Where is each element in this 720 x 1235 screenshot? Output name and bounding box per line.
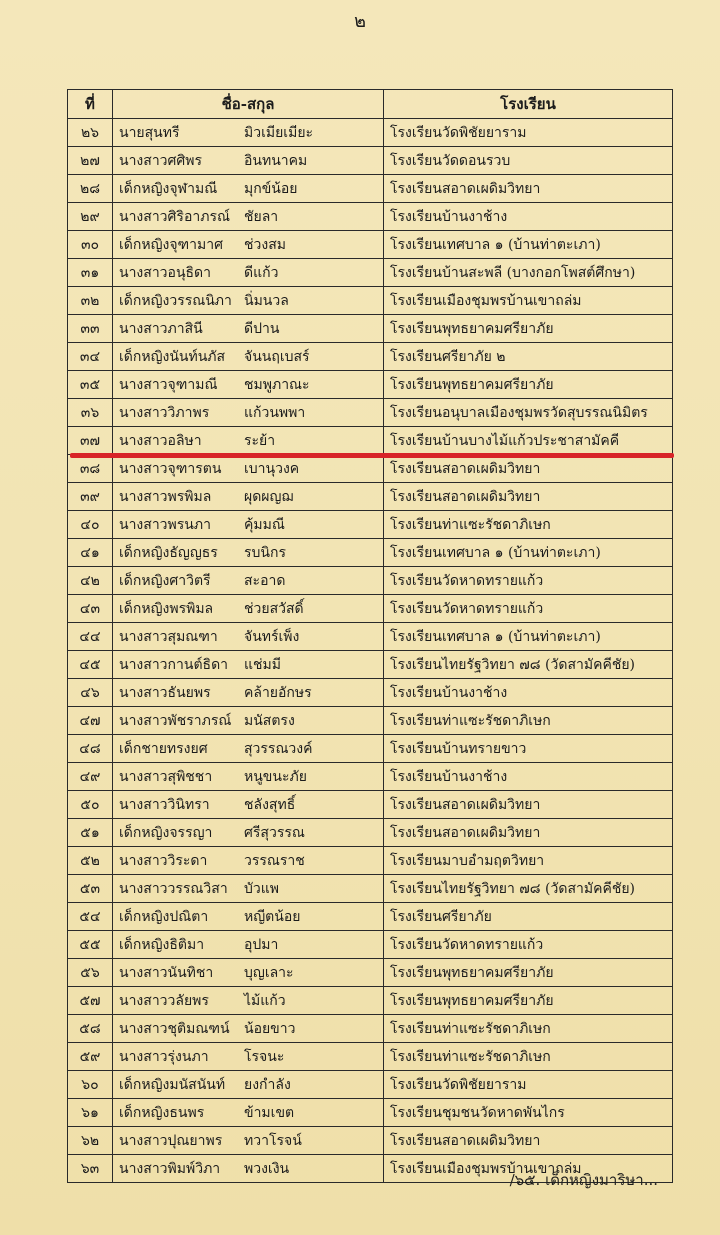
row-number: ๔๗	[68, 707, 113, 735]
row-prefix-name: เด็กหญิงธัญญธร	[119, 544, 218, 561]
row-full-name	[113, 959, 384, 987]
row-school: โรงเรียนชุมชนวัดหาดพันไกร	[384, 1099, 673, 1127]
table-row	[68, 1071, 673, 1099]
table-header-row	[68, 90, 673, 119]
row-prefix-name: นางสาวอนุธิดา	[119, 264, 212, 281]
row-full-name	[113, 175, 384, 203]
row-school: โรงเรียนวัดพิชัยยาราม	[384, 1071, 673, 1099]
row-full-name	[113, 931, 384, 959]
row-prefix-name: นางสาวสุพิชชา	[119, 768, 213, 785]
row-school: โรงเรียนวัดพิชัยยาราม	[384, 119, 673, 147]
row-prefix-name: นางสาวรุ่งนภา	[119, 1048, 209, 1065]
row-school: โรงเรียนเทศบาล ๑ (บ้านท่าตะเภา)	[384, 539, 673, 567]
row-surname: ช่วงสม	[244, 236, 286, 253]
row-full-name	[113, 1099, 384, 1127]
row-school: โรงเรียนสอาดเผดิมวิทยา	[384, 819, 673, 847]
row-prefix-name: เด็กหญิงปณิตา	[119, 908, 209, 925]
row-school: โรงเรียนพุทธยาคมศรียาภัย	[384, 987, 673, 1015]
table-row	[68, 707, 673, 735]
row-prefix-name: นางสาวภาสินี	[119, 320, 203, 337]
table-row	[68, 259, 673, 287]
row-full-name	[113, 427, 384, 455]
row-full-name	[113, 567, 384, 595]
row-school: โรงเรียนสอาดเผดิมวิทยา	[384, 483, 673, 511]
row-full-name	[113, 1043, 384, 1071]
row-full-name	[113, 343, 384, 371]
row-number: ๓๕	[68, 371, 113, 399]
row-school: โรงเรียนพุทธยาคมศรียาภัย	[384, 959, 673, 987]
row-prefix-name: เด็กหญิงจุฑามาศ	[119, 236, 224, 253]
participant-table	[67, 89, 673, 1183]
row-number: ๕๔	[68, 903, 113, 931]
row-full-name	[113, 987, 384, 1015]
row-full-name	[113, 231, 384, 259]
table-row	[68, 287, 673, 315]
row-surname: แช่มมี	[244, 656, 281, 673]
row-number: ๕๖	[68, 959, 113, 987]
row-surname: ดีแก้ว	[244, 264, 279, 281]
row-prefix-name: เด็กหญิงศาวิตรี	[119, 572, 211, 589]
row-number: ๔๕	[68, 651, 113, 679]
row-surname: โรจนะ	[244, 1048, 285, 1065]
row-prefix-name: นางสาววิภาพร	[119, 404, 210, 421]
table-row	[68, 595, 673, 623]
table-row	[68, 231, 673, 259]
row-surname: หญีตน้อย	[244, 908, 301, 925]
row-school: โรงเรียนวัดหาดทรายแก้ว	[384, 595, 673, 623]
table-row	[68, 175, 673, 203]
table-row	[68, 399, 673, 427]
row-number: ๕๗	[68, 987, 113, 1015]
row-prefix-name: เด็กหญิงธิติมา	[119, 936, 205, 953]
row-surname: เบานุวงค	[244, 460, 300, 477]
row-prefix-name: นางสาวนันทิชา	[119, 964, 214, 981]
row-number: ๓๘	[68, 455, 113, 483]
row-full-name	[113, 623, 384, 651]
table-row	[68, 763, 673, 791]
row-full-name	[113, 483, 384, 511]
row-full-name	[113, 539, 384, 567]
row-full-name	[113, 315, 384, 343]
table-row	[68, 903, 673, 931]
table-row	[68, 819, 673, 847]
row-school: โรงเรียนไทยรัฐวิทยา ๗๘ (วัดสามัคคีชัย)	[384, 875, 673, 903]
table-row	[68, 455, 673, 483]
row-school: โรงเรียนท่าแซะรัชดาภิเษก	[384, 707, 673, 735]
table-row	[68, 539, 673, 567]
row-surname: มนัสตรง	[244, 712, 295, 729]
row-number: ๔๘	[68, 735, 113, 763]
row-full-name	[113, 1127, 384, 1155]
row-surname: มุกข์น้อย	[244, 180, 298, 197]
table-row	[68, 679, 673, 707]
row-prefix-name: นางสาวศิริอาภรณ์	[119, 208, 230, 225]
row-prefix-name: เด็กหญิงจุฬามณี	[119, 180, 218, 197]
table-row	[68, 959, 673, 987]
row-number: ๖๐	[68, 1071, 113, 1099]
row-number: ๖๒	[68, 1127, 113, 1155]
row-school: โรงเรียนบ้านงาช้าง	[384, 679, 673, 707]
row-surname: สะอาด	[244, 572, 286, 589]
page-number: ๒	[354, 11, 366, 32]
row-number: ๔๐	[68, 511, 113, 539]
row-full-name	[113, 287, 384, 315]
table-body	[68, 119, 673, 1183]
row-prefix-name: นางสาวจุฑารตน	[119, 460, 222, 477]
row-number: ๓๖	[68, 399, 113, 427]
table-row	[68, 119, 673, 147]
row-surname: คล้ายอักษร	[244, 684, 312, 701]
row-prefix-name: นางสาวธันยพร	[119, 684, 211, 701]
row-prefix-name: เด็กหญิงวรรณนิภา	[119, 292, 232, 309]
row-number: ๔๔	[68, 623, 113, 651]
row-full-name	[113, 1071, 384, 1099]
row-surname: น้อยขาว	[244, 1020, 296, 1037]
row-number: ๓๓	[68, 315, 113, 343]
header-number: ที่	[68, 90, 113, 119]
row-full-name	[113, 847, 384, 875]
row-full-name	[113, 763, 384, 791]
row-school: โรงเรียนบ้านงาช้าง	[384, 763, 673, 791]
row-number: ๒๖	[68, 119, 113, 147]
table-row	[68, 371, 673, 399]
row-school: โรงเรียนท่าแซะรัชดาภิเษก	[384, 511, 673, 539]
table-row	[68, 1015, 673, 1043]
row-surname: อินทนาคม	[244, 152, 308, 169]
table-row	[68, 567, 673, 595]
row-school: โรงเรียนสอาดเผดิมวิทยา	[384, 175, 673, 203]
row-surname: ดีปาน	[244, 320, 280, 337]
row-surname: คุ้มมณี	[244, 516, 285, 533]
table-row	[68, 1043, 673, 1071]
table-row	[68, 791, 673, 819]
row-school: โรงเรียนท่าแซะรัชดาภิเษก	[384, 1043, 673, 1071]
row-number: ๔๑	[68, 539, 113, 567]
row-school: โรงเรียนวัดหาดทรายแก้ว	[384, 931, 673, 959]
row-full-name	[113, 819, 384, 847]
row-school: โรงเรียนพุทธยาคมศรียาภัย	[384, 315, 673, 343]
row-number: ๒๘	[68, 175, 113, 203]
row-full-name	[113, 651, 384, 679]
row-full-name	[113, 1015, 384, 1043]
row-number: ๕๓	[68, 875, 113, 903]
row-number: ๕๘	[68, 1015, 113, 1043]
row-number: ๓๙	[68, 483, 113, 511]
row-prefix-name: เด็กหญิงนันท์นภัส	[119, 348, 226, 365]
row-school: โรงเรียนพุทธยาคมศรียาภัย	[384, 371, 673, 399]
row-prefix-name: นางสาวศศิพร	[119, 152, 203, 169]
row-school: โรงเรียนบ้านบางไม้แก้วประชาสามัคคี	[384, 427, 673, 455]
row-school: โรงเรียนไทยรัฐวิทยา ๗๘ (วัดสามัคคีชัย)	[384, 651, 673, 679]
row-prefix-name: เด็กหญิงจรรญา	[119, 824, 213, 841]
row-prefix-name: นางสาวจุฑามณี	[119, 376, 218, 393]
row-surname: จันทร์เพ็ง	[244, 628, 300, 645]
row-surname: ผุดผญฌ	[244, 488, 294, 505]
row-surname: รบนิกร	[244, 544, 286, 561]
row-school: โรงเรียนบ้านทรายขาว	[384, 735, 673, 763]
table-row	[68, 875, 673, 903]
row-prefix-name: นางสาววินิทรา	[119, 796, 210, 813]
table-row	[68, 427, 673, 455]
row-surname: แก้วนพพา	[244, 404, 306, 421]
table-row	[68, 343, 673, 371]
row-surname: ทวาโรจน์	[244, 1132, 302, 1149]
row-prefix-name: นางสาวพรนภา	[119, 516, 211, 533]
row-school: โรงเรียนสอาดเผดิมวิทยา	[384, 791, 673, 819]
row-number: ๕๙	[68, 1043, 113, 1071]
row-prefix-name: เด็กหญิงพรพิมล	[119, 600, 214, 617]
row-surname: วรรณราช	[244, 852, 305, 869]
row-surname: ยงกำลัง	[244, 1076, 291, 1093]
row-school: โรงเรียนศรียาภัย	[384, 903, 673, 931]
row-school: โรงเรียนบ้านสะพลี (บางกอกโพสต์ศึกษา)	[384, 259, 673, 287]
row-surname: จันนฤเบสร์	[244, 348, 310, 365]
row-surname: หนูขนะภัย	[244, 768, 307, 785]
header-name: ชื่อ-สกุล	[113, 90, 384, 119]
row-surname: นิ่มนวล	[244, 292, 289, 309]
row-number: ๔๒	[68, 567, 113, 595]
table-row	[68, 147, 673, 175]
row-prefix-name: นางสาวพัชราภรณ์	[119, 712, 232, 729]
table-row	[68, 735, 673, 763]
row-prefix-name: นางสาวชุติมณฑน์	[119, 1020, 230, 1037]
row-surname: ศรีสุวรรณ	[244, 824, 305, 841]
row-prefix-name: เด็กชายทรงยศ	[119, 740, 208, 757]
row-prefix-name: นายสุนทรี	[119, 124, 180, 141]
row-prefix-name: นางสาวสุมณฑา	[119, 628, 218, 645]
row-prefix-name: นางสาววลัยพร	[119, 992, 209, 1009]
row-number: ๓๒	[68, 287, 113, 315]
row-full-name	[113, 707, 384, 735]
row-school: โรงเรียนบ้านงาช้าง	[384, 203, 673, 231]
table-row	[68, 203, 673, 231]
table-row	[68, 1099, 673, 1127]
row-number: ๓๗	[68, 427, 113, 455]
row-surname: ชมพูภาณะ	[244, 376, 310, 393]
row-prefix-name: นางสาวกานต์ธิดา	[119, 656, 229, 673]
row-school: โรงเรียนเมืองชุมพรบ้านเขาถล่ม	[384, 287, 673, 315]
row-number: ๒๗	[68, 147, 113, 175]
row-surname: มิวเมียเมียะ	[244, 124, 314, 141]
row-surname: ช่วยสวัสดิ์	[244, 600, 304, 617]
row-number: ๓๔	[68, 343, 113, 371]
row-prefix-name: นางสาวอลิษา	[119, 432, 202, 449]
row-school: โรงเรียนเทศบาล ๑ (บ้านท่าตะเภา)	[384, 231, 673, 259]
row-full-name	[113, 903, 384, 931]
table-row	[68, 987, 673, 1015]
row-number: ๖๓	[68, 1155, 113, 1183]
row-prefix-name: เด็กหญิงธนพร	[119, 1104, 205, 1121]
red-underline-mark	[70, 453, 674, 458]
row-number: ๕๐	[68, 791, 113, 819]
row-full-name	[113, 203, 384, 231]
row-school: โรงเรียนเทศบาล ๑ (บ้านท่าตะเภา)	[384, 623, 673, 651]
row-surname: พวงเงิน	[244, 1160, 290, 1177]
header-school: โรงเรียน	[384, 90, 673, 119]
row-school: โรงเรียนอนุบาลเมืองชุมพรวัดสุบรรณนิมิตร	[384, 399, 673, 427]
row-full-name	[113, 679, 384, 707]
row-number: ๕๑	[68, 819, 113, 847]
row-full-name	[113, 119, 384, 147]
row-full-name	[113, 1155, 384, 1183]
table-row	[68, 623, 673, 651]
row-prefix-name: เด็กหญิงมนัสนันท์	[119, 1076, 226, 1093]
row-full-name	[113, 875, 384, 903]
row-number: ๒๙	[68, 203, 113, 231]
table-row	[68, 315, 673, 343]
row-prefix-name: นางสาวปุณยาพร	[119, 1132, 223, 1149]
row-number: ๓๑	[68, 259, 113, 287]
row-surname: ชัยลา	[244, 208, 279, 225]
row-number: ๓๐	[68, 231, 113, 259]
table-row	[68, 651, 673, 679]
row-number: ๕๕	[68, 931, 113, 959]
row-full-name	[113, 735, 384, 763]
row-surname: ระย้า	[244, 432, 276, 449]
row-full-name	[113, 511, 384, 539]
table-row	[68, 847, 673, 875]
row-number: ๔๖	[68, 679, 113, 707]
row-school: โรงเรียนวัดหาดทรายแก้ว	[384, 567, 673, 595]
row-number: ๔๙	[68, 763, 113, 791]
table-row	[68, 511, 673, 539]
row-surname: ชลังสุทธิ์	[244, 796, 296, 813]
row-surname: บัวแพ	[244, 880, 279, 897]
row-full-name	[113, 791, 384, 819]
row-full-name	[113, 595, 384, 623]
row-school: โรงเรียนสอาดเผดิมวิทยา	[384, 1127, 673, 1155]
row-full-name	[113, 147, 384, 175]
row-school: โรงเรียนวัดดอนรวบ	[384, 147, 673, 175]
row-surname: ข้ามเขต	[244, 1104, 295, 1121]
row-school: โรงเรียนท่าแซะรัชดาภิเษก	[384, 1015, 673, 1043]
row-surname: สุวรรณวงค์	[244, 740, 313, 757]
row-full-name	[113, 371, 384, 399]
row-prefix-name: นางสาวพิมพ์วิภา	[119, 1160, 221, 1177]
row-prefix-name: นางสาววิระดา	[119, 852, 208, 869]
row-number: ๖๑	[68, 1099, 113, 1127]
table-row	[68, 931, 673, 959]
row-surname: บุญเลาะ	[244, 964, 294, 981]
row-prefix-name: นางสาววรรณวิสา	[119, 880, 228, 897]
row-school: โรงเรียนมาบอำมฤตวิทยา	[384, 847, 673, 875]
row-prefix-name: นางสาวพรพิมล	[119, 488, 212, 505]
row-full-name	[113, 399, 384, 427]
row-school: โรงเรียนศรียาภัย ๒	[384, 343, 673, 371]
row-full-name	[113, 455, 384, 483]
row-full-name	[113, 259, 384, 287]
continuation-note: /๖๕. เด็กหญิงมาริษา...	[509, 1171, 658, 1189]
row-number: ๕๒	[68, 847, 113, 875]
table-row	[68, 1127, 673, 1155]
row-surname: อุปมา	[244, 936, 279, 953]
row-school: โรงเรียนสอาดเผดิมวิทยา	[384, 455, 673, 483]
row-school: โรงเรียนเมืองชุมพรบ้านเขาถล่ม	[384, 1155, 673, 1183]
row-number: ๔๓	[68, 595, 113, 623]
table-row	[68, 483, 673, 511]
row-surname: ไม้แก้ว	[244, 992, 286, 1009]
